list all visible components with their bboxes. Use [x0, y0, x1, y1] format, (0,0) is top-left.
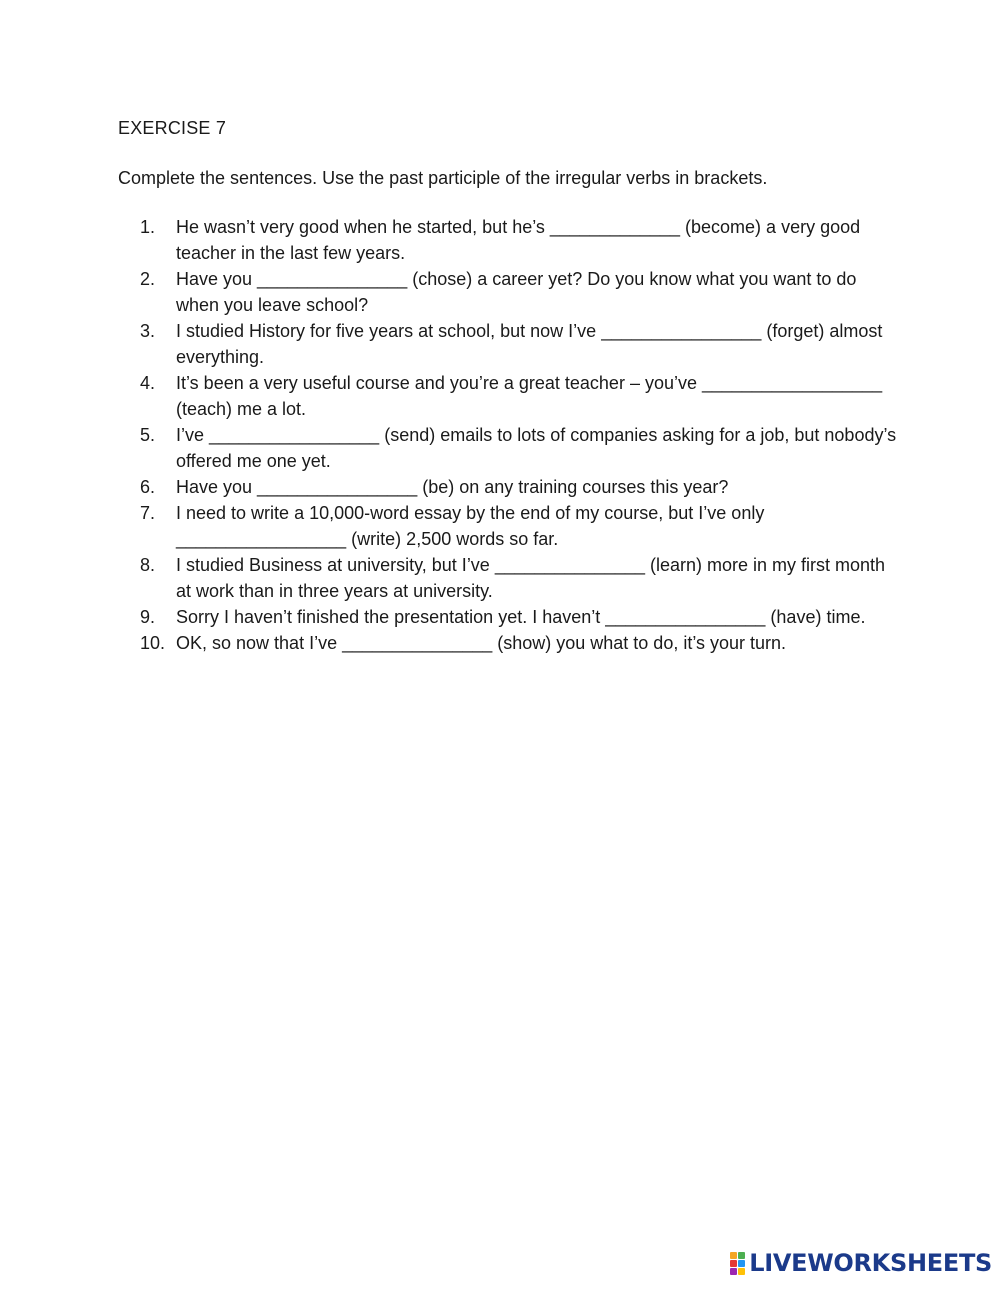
exercise-item [140, 604, 900, 630]
item-text: He wasn’t very good when he started, but he’s _____________ (become) a very good teacher in the last few years. [176, 217, 861, 263]
item-text: I studied Business at university, but I’ve _______________ (learn) more in my first month at work than in three years at university. [176, 555, 886, 601]
item-number: 2. [140, 269, 156, 289]
logo-text: LIVEWORKSHEETS [749, 1249, 992, 1277]
item-number: 10. [140, 633, 166, 653]
exercise-item [140, 500, 900, 552]
exercise-item [140, 552, 900, 604]
exercise-item [140, 266, 900, 318]
exercise-item [140, 318, 900, 370]
item-number: 5. [140, 425, 156, 445]
item-number: 6. [140, 477, 156, 497]
liveworksheets-logo[interactable] [730, 1249, 992, 1277]
item-text: Have you _______________ (chose) a career yet? Do you know what you want to do when you leave school? [176, 269, 857, 315]
exercise-item [140, 214, 900, 266]
item-number: 3. [140, 321, 156, 341]
item-text: OK, so now that I’ve _______________ (show) you what to do, it’s your turn. [176, 633, 787, 653]
exercise-title: EXERCISE 7 [118, 118, 227, 138]
logo-mark-tile [730, 1260, 737, 1267]
item-text: Sorry I haven’t finished the presentation yet. I haven’t ________________ (have) time. [176, 607, 866, 627]
item-text: I need to write a 10,000-word essay by the end of my course, but I’ve only _________________ (write) 2,500 words so far. [176, 503, 765, 549]
item-number: 1. [140, 217, 156, 237]
item-number: 7. [140, 503, 156, 523]
exercise-item [140, 370, 900, 422]
item-number: 4. [140, 373, 156, 393]
logo-mark-tile [730, 1268, 737, 1275]
exercise-instructions: Complete the sentences. Use the past participle of the irregular verbs in brackets. [118, 168, 768, 188]
logo-mark-tile [738, 1260, 745, 1267]
logo-mark-tile [738, 1252, 745, 1259]
exercise-list [140, 214, 900, 656]
logo-mark-tile [738, 1268, 745, 1275]
item-number: 8. [140, 555, 156, 575]
item-number: 9. [140, 607, 156, 627]
exercise-item [140, 422, 900, 474]
exercise-item [140, 630, 900, 656]
item-text: It’s been a very useful course and you’re a great teacher – you’ve __________________ (teach) me a lot. [176, 373, 883, 419]
item-text: I studied History for five years at school, but now I’ve ________________ (forget) almost everything. [176, 321, 883, 367]
logo-mark-icon [730, 1252, 745, 1275]
exercise-item [140, 474, 900, 500]
logo-mark-tile [730, 1252, 737, 1259]
item-text: Have you ________________ (be) on any training courses this year? [176, 477, 729, 497]
item-text: I’ve _________________ (send) emails to lots of companies asking for a job, but nobody’s offered me one yet. [176, 425, 897, 471]
